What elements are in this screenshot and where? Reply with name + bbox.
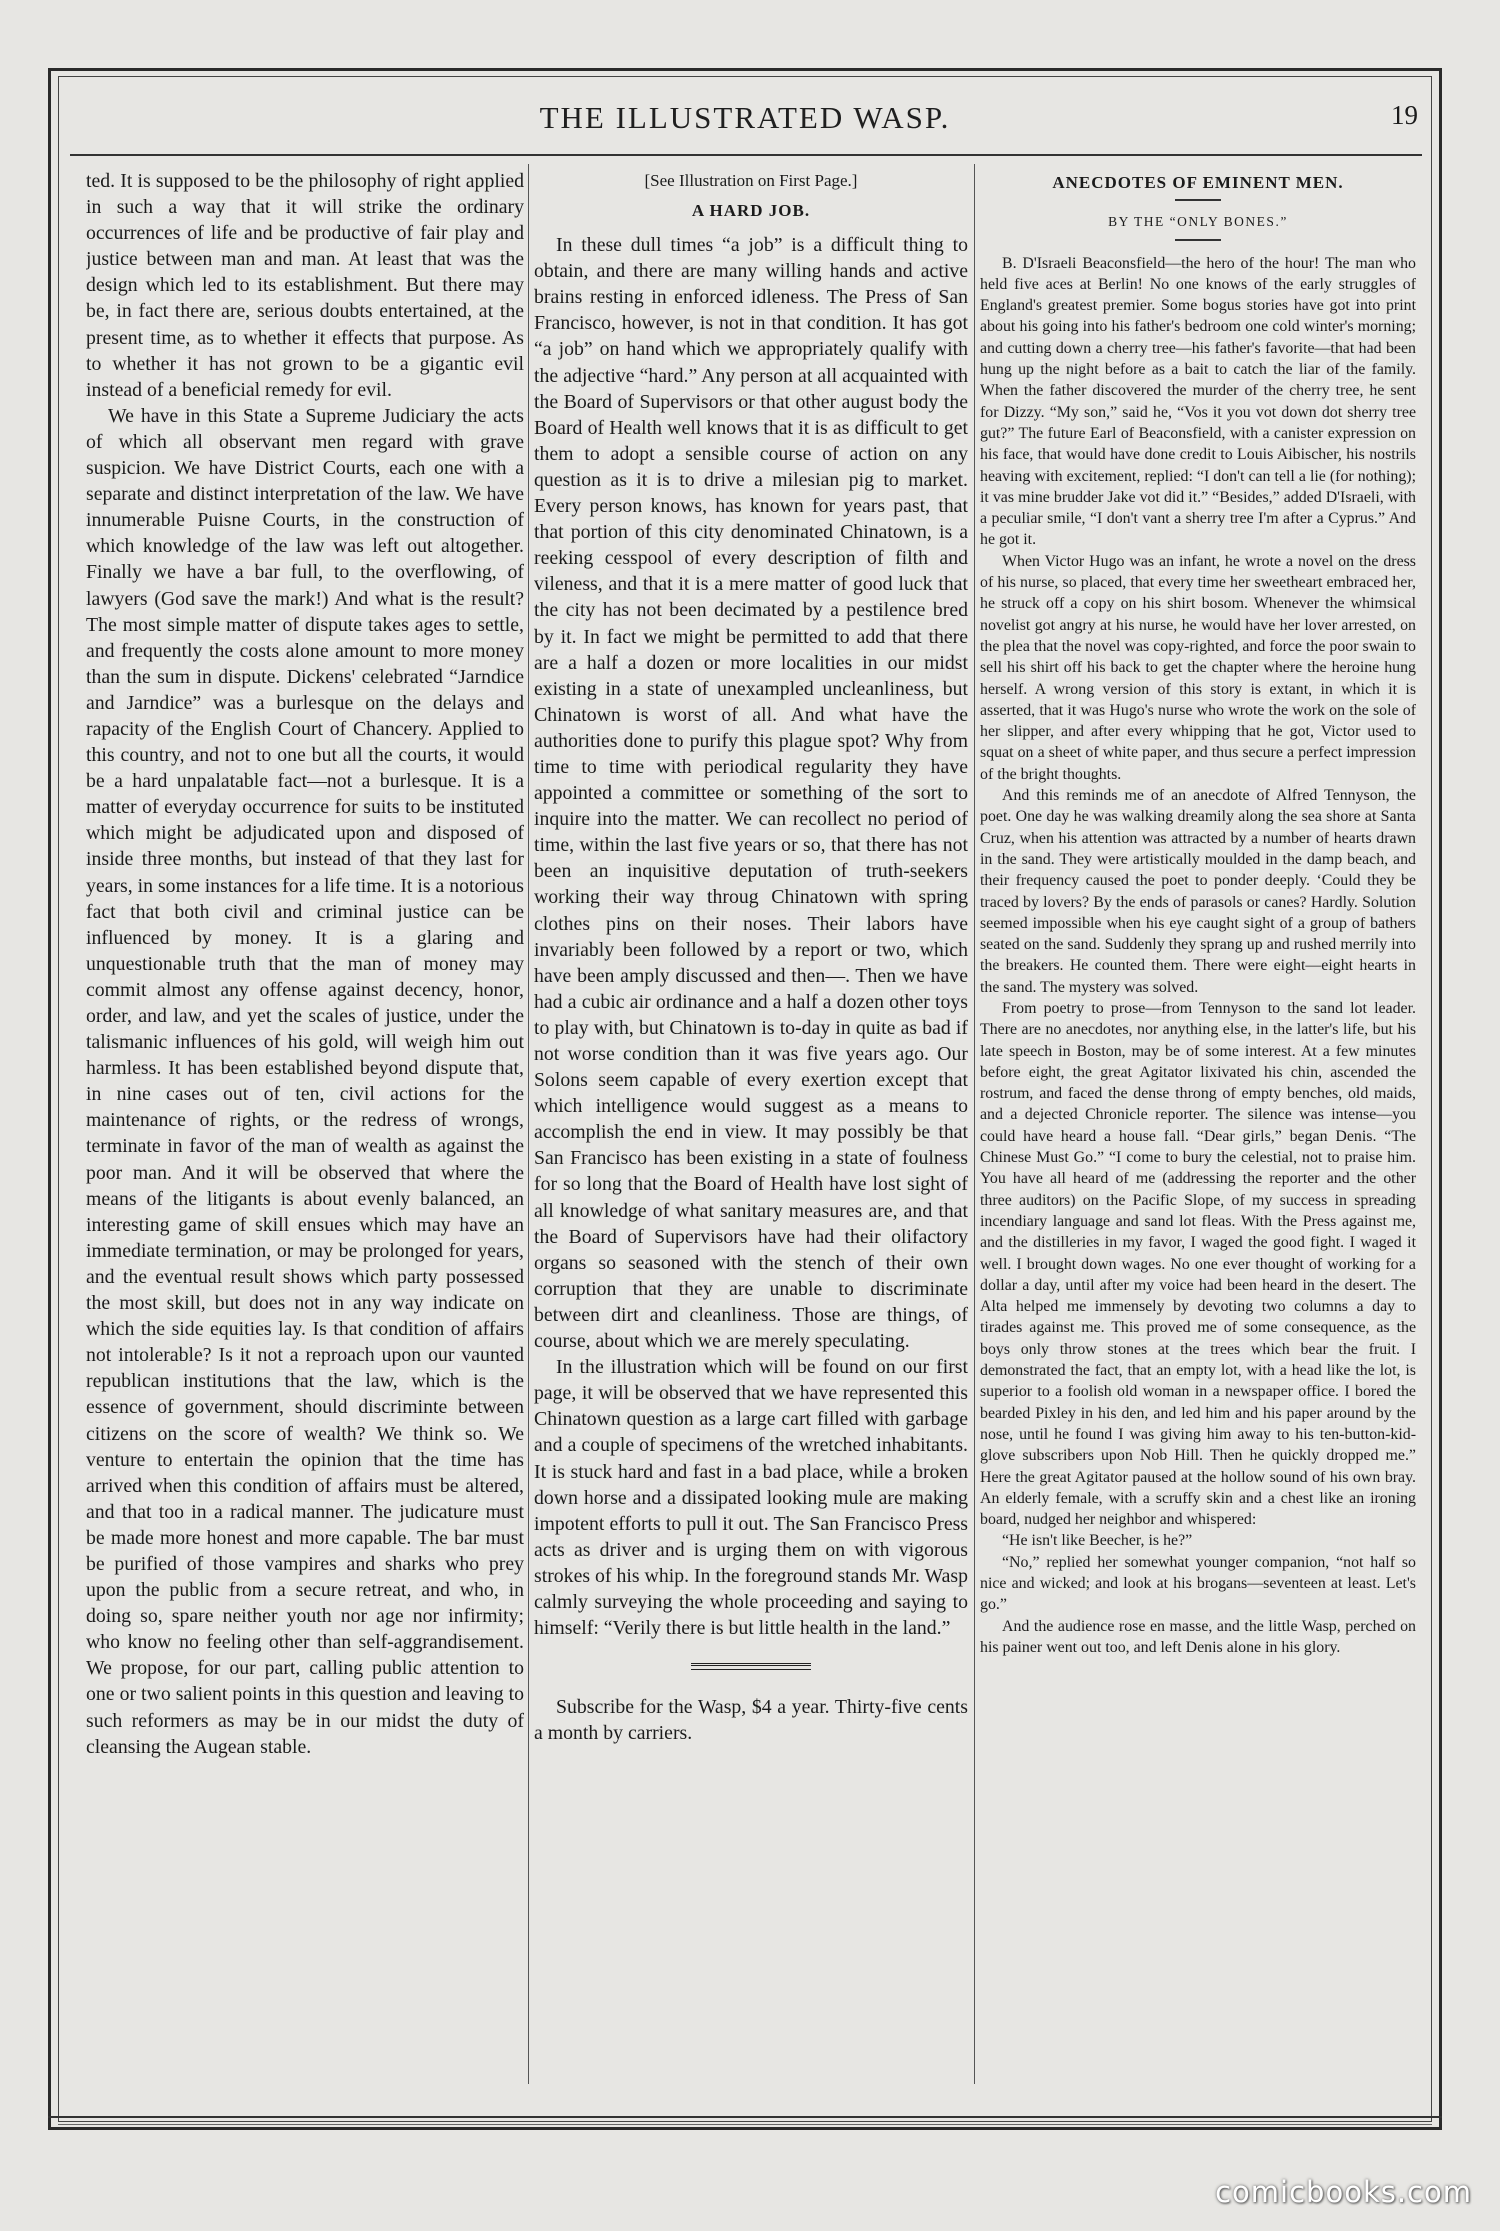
paragraph: And this reminds me of an anecdote of Alfred Tennyson, the poet. One day he was walking dreamily along the sea shore at Santa Cruz, when his attention was attracted by a number of hearts drawn in the sand. They were artistically moulded in the damp beach, and their frequency caused the poet to ponder deeply. ‘Could they be traced by lovers? By the ends of parasols or canes? Hardly. Solution seemed impossible when his eye caught sight of a group of bathers seated on the sand. Suddenly they sprang up and rushed merrily into the breakers. He counted them. There were eight—eight hearts in the sand. The mystery was solved. <box>980 787 1416 996</box>
paragraph: “He isn't like Beecher, is he?” <box>1002 1532 1193 1550</box>
paragraph: We have in this State a Supreme Judiciary the acts of which all observant men regard with grave suspicion. We have District Courts, each one with a separate and distinct interpretation of the law. We have innumerable Puisne Courts, in the construction of which knowledge of the law was left out altogether. Finally we have a bar full, to the overflowing, of lawyers (God save the mark!) And what is the result? The most simple matter of dispute takes ages to settle, and frequently the costs alone amount to more money than the sum in dispute. Dickens' celebrated “Jarndice and Jarndice” was a burlesque on the delays and rapacity of the English Court of Chancery. Applied to this country, and not to one but all the courts, it would be a hard unpalatable fact—not a burlesque. It is a matter of everyday occurrence for suits to be instituted which might be adjudicated upon and disposed of inside three months, but instead of that they last for years, in some instances for a life time. It is a notorious fact that both civil and criminal justice can be influenced by money. It is a glaring and unquestionable truth that the man of money may commit almost any offense against decency, honor, order, and law, and yet the scales of justice, under the talismanic influences of his gold, will weigh him out harmless. It has been established beyond dispute that, in nine cases out of ten, civil actions for the maintenance of rights, or the redress of wrongs, terminate in favor of the man of wealth as against the poor man. And it will be observed that where the means of the litigants is about evenly balanced, an interesting game of skill ensues which may have an immediate termination, or may be prolonged for years, and the eventual result shows which party possessed the most skill, but does not in any way indicate on which the side equities lay. Is that condition of affairs not intolerable? Is it not a reproach upon our vaunted republican institutions that the law, which is the essence of government, should discriminte between citizens on the score of wealth? We think so. We venture to entertain the opinion that the time has arrived when this condition of affairs must be altered, and that too in a radical manner. The judicature must be made more honest and more capable. The bar must be purified of those vampires and sharks who prey upon the public from a secure retreat, and who, in doing so, spare neither youth nor age nor infirmity; who know no feeling other than self-aggrandisement. We propose, for our part, calling public attention to one or two salient points in this question and leaving to such reformers as may be in our midst the duty of cleansing the Augean stable. <box>86 404 524 1758</box>
column-judiciary <box>86 168 524 2098</box>
paragraph: When Victor Hugo was an infant, he wrote a novel on the dress of his nurse, so placed, that every time her sweetheart embraced her, he struck off a copy on his shirt bosom. Whenever the whimsical novelist got angry at his nurse, he would have her lover arrested, on the plea that the novel was copy-righted, and force the poor swain to sell his shirt off his back to get the chapter where the heroine hung herself. A wrong version of this story is extant, in which it is asserted, that it was Hugo's nurse who wrote the work on the sole of her slipper, and after every whipping that he got, Victor used to squat on a sheet of white paper, and thus secure a perfect impression of the bright thoughts. <box>980 552 1416 783</box>
illustration-note: [See Illustration on First Page.] <box>644 171 858 190</box>
column-hard-job <box>534 168 968 2098</box>
paragraph: In these dull times “a job” is a difficult thing to obtain, and there are many willing hands and active brains resting in enforced idleness. The Press of San Francisco, however, is not in that condition. It has got “a job” on hand which we appropriately qualify with the adjective “hard.” Any person at all acquainted with the Board of Supervisors or that other august body the Board of Health well knows that it is as difficult to get them to adopt a sensible course of action on any question as it is to drive a milesian pig to market. Every person knows, has known for years past, that that portion of this city denominated Chinatown, is a reeking cesspool of every description of filth and vileness, and that it is a mere matter of good luck that the city has not been decimated by a pestilence bred by it. In fact we might be permitted to add that there are a half a dozen or more localities in our midst existing in a state of unexampled uncleanliness, but Chinatown is worst of all. And what have the authorities done to purify this plague spot? Why from time to time with periodical regularity they have appointed a committee or something of the sort to inquire into the matter. We can recollect no period of time, within the last five years or so, that there has not been an inquisitive deputation of truth-seekers working their way throug Chinatown with spring clothes pins on their noses. Their labors have invariably been followed by a report or two, which have been amply discussed and then—. Then we have had a cubic air ordinance and a half a dozen other toys to play with, but Chinatown is to-day in quite as bad if not worse condition than it was five years ago. Our Solons seem capable of every exertion except that which intelligence would suggest as a means to accomplish the end in view. It may possibly be that San Francisco has been existing in a state of foulness for so long that the Board of Health have lost sight of all knowledge of what sanitary measures are, and that the Board of Supervisors have had their olifactory organs so seasoned with the stench of their own corruption that they are unable to discriminate between dirt and cleanliness. Those are things, of course, about which we are merely speculating. <box>534 234 968 1353</box>
paragraph: ted. It is supposed to be the philosophy of right applied in such a way that it will strike the ordinary occurrences of life and be productive of fair play and justice between man and man. At least that was the design which led to its establishment. But there may be, in fact there are, serious doubts entertained, at the present time, as to whether it effects that purpose. As to whether it has not grown to be a gigantic evil instead of a beneficial remedy for evil. <box>86 170 524 401</box>
column-divider-1 <box>528 164 529 2084</box>
article-title-hard-job: A HARD JOB. <box>691 201 811 220</box>
header-rule <box>70 154 1422 156</box>
paragraph: From poetry to prose—from Tennyson to the sand lot leader. There are no anecdotes, nor anything else, in the latter's life, but his late speech in Boston, may be of some interest. At a few minutes before eight, the great Agitator lixivated his chin, ascended the rostrum, and faced the dense throng of empty benches, old maids, and a dejected Chronicle reporter. The silence was intense—you could have heard a house fall. “Dear girls,” began Denis. “The Chinese Must Go.” “I come to bury the celestial, not to praise him. You have all heard of me (addressing the reporter and the other three auditors) on the Pacific Slope, of my success in spreading incendiary language and sand lot fleas. With the Press against me, and the distilleries in my favor, I waged the good fight. I waged it well. I brought down wages. No one ever thought of working for a dollar a day, until after my voice had been heard in the desert. The Alta helped me immensely by devoting two columns a day to tirades against me. This proved me of some consequence, as the boys only throw stones at the trees which bear the fruit. I demonstrated the fact, that an empty lot, with a head like the lot, is superior to a foolish old woman in a newspaper office. I bored the bearded Pixley in his den, and led him and his paper around by the nose, until he found I was giving him away to his ten-button-kid-glove subscribers upon Nob Hill. Then he quickly dropped me.” Here the great Agitator paused at the hollow sound of his own bray. An elderly female, with a scruffy skin and a chest like an ironing board, nudged her neighbor and whispered: <box>980 999 1416 1529</box>
column-anecdotes <box>980 168 1416 2098</box>
footer-rule-inner <box>58 2124 1432 2125</box>
end-rule <box>691 1663 811 1670</box>
article-title-anecdotes: ANECDOTES OF EMINENT MEN. <box>1052 173 1344 192</box>
watermark: comicbooks.com <box>1215 2175 1472 2209</box>
masthead: THE ILLUSTRATED WASP. <box>539 100 951 135</box>
subscribe-notice: Subscribe for the Wasp, $4 a year. Thirty-five cents a month by carriers. <box>534 1696 968 1745</box>
footer-rule <box>48 2116 1442 2118</box>
column-divider-2 <box>974 164 975 2084</box>
title-rule <box>1175 199 1221 201</box>
byline: BY THE “ONLY BONES.” <box>1108 214 1288 230</box>
byline-rule <box>1175 239 1221 241</box>
paragraph: “No,” replied her somewhat younger companion, “not half so nice and wicked; and look at his brogans—seventeen at least. Let's go.” <box>980 1553 1416 1614</box>
paragraph: B. D'Israeli Beaconsfield—the hero of the hour! The man who held five aces at Berlin! No one knows of the early struggles of England's greatest premier. Some bogus stories have got into print about his going into his father's bedroom one cold winter's morning; and cutting down a cherry tree—his father's favorite—that had been hung up the night before as a bait to catch the liar of the family. When the father discovered the murder of the cherry tree, he sent for Dizzy. “My son,” said he, “Vos it you vot down dot sherry tree gut?” The future Earl of Beaconsfield, with a canister expression on his face, that would have done credit to Louis Aibischer, his nostrils heaving with excitement, replied: “I don't can tell a lie (for nothing); it vas mine brudder Jake vot did it.” “Besides,” added D'Israeli, with a peculiar smile, “I don't vant a sherry tree I'm after a Cyprus.” And he got it. <box>980 254 1416 549</box>
paragraph: In the illustration which will be found on our first page, it will be observed that we have represented this Chinatown question as a large cart filled with garbage and a couple of specimens of the wretched inhabitants. It is stuck hard and fast in a bad place, while a broken down horse and a dissipated looking mule are making impotent efforts to pull it out. The San Francisco Press acts as driver and is urging them on with vigorous strokes of his whip. In the foreground stands Mr. Wasp calmly surveying the whole proceeding and saying to himself: “Verily there is but little health in the land.” <box>534 1356 968 1640</box>
page-number: 19 <box>1391 100 1418 130</box>
page-header <box>70 92 1420 152</box>
paragraph: And the audience rose en masse, and the little Wasp, perched on his painer went out too, and left Denis alone in his glory. <box>980 1617 1416 1656</box>
